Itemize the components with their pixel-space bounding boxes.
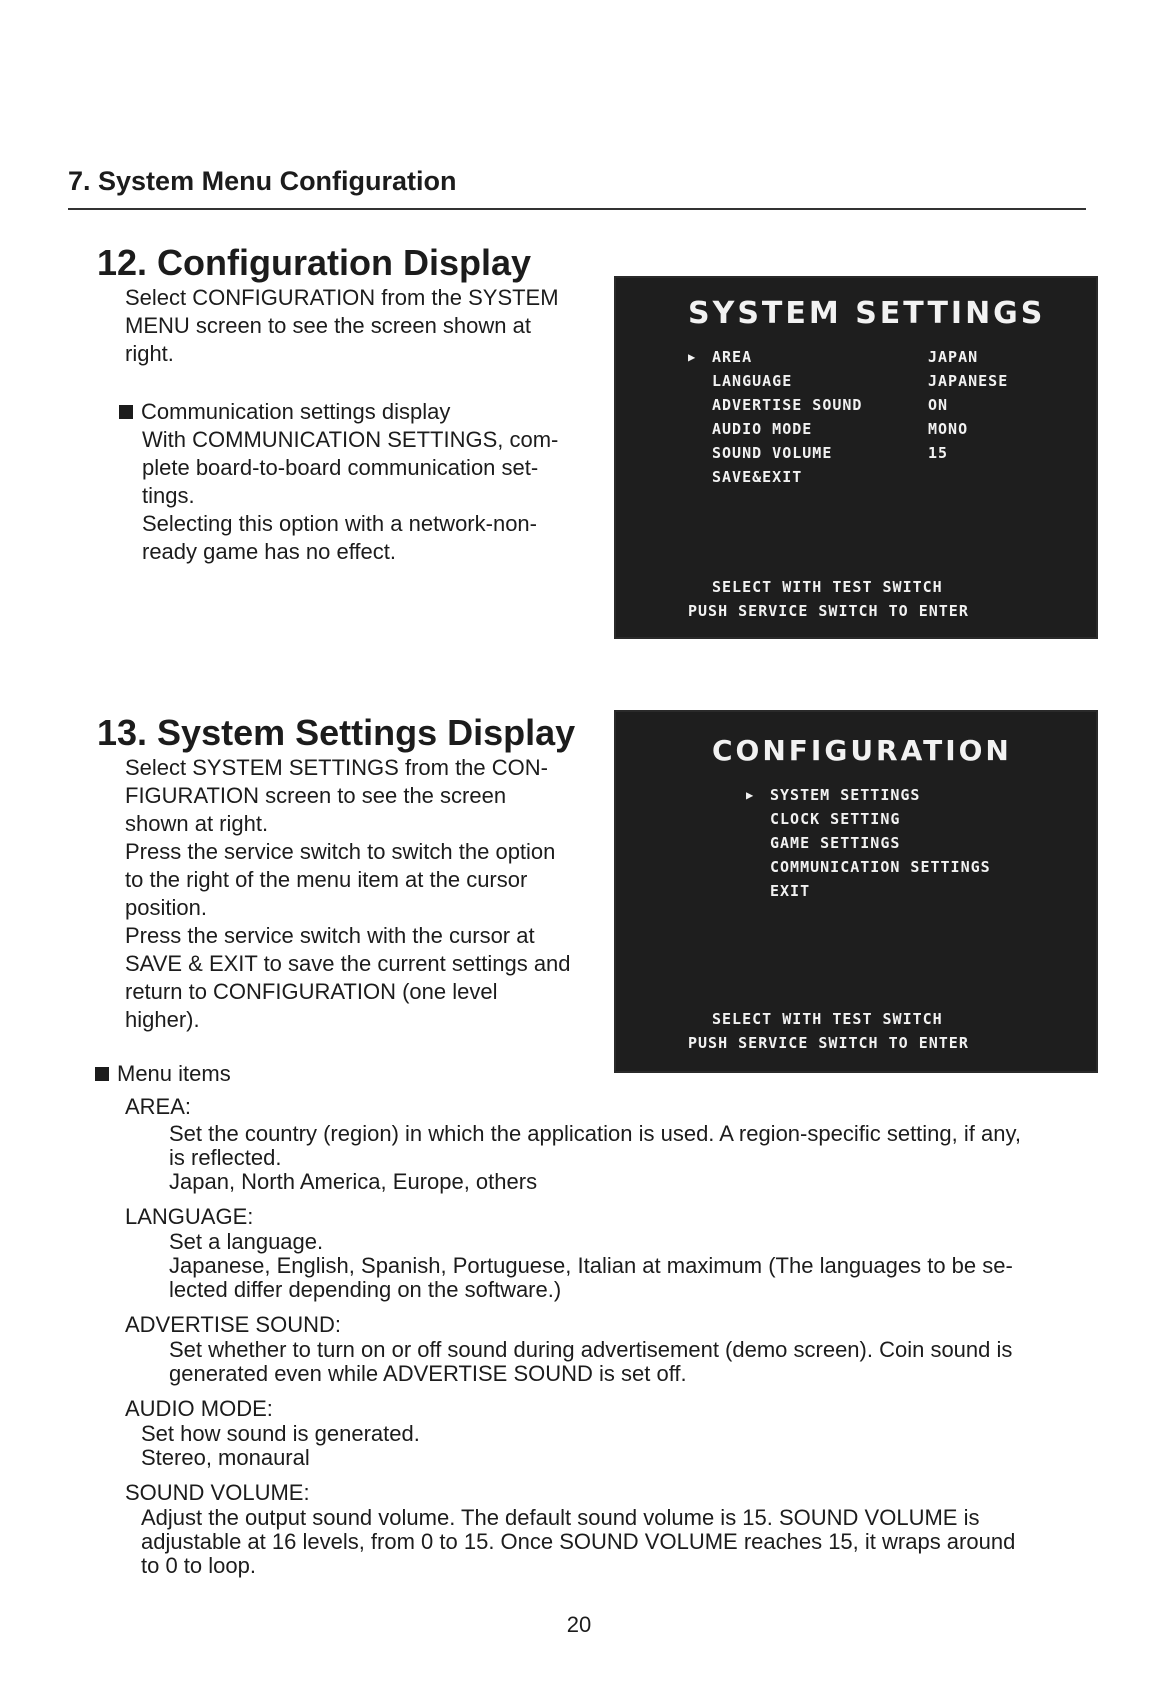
menu-item: GAME SETTINGS — [770, 834, 901, 852]
setting-value: 15 — [928, 444, 949, 462]
text-line: Select SYSTEM SETTINGS from the CON- — [125, 755, 548, 780]
section-12-title: 12. Configuration Display — [97, 242, 532, 283]
chapter-title: 7. System Menu Configuration — [68, 166, 457, 196]
item-audio-desc — [141, 1422, 1081, 1470]
text-line: tings. — [142, 483, 195, 508]
screen-footer: PUSH SERVICE SWITCH TO ENTER — [688, 602, 969, 620]
menu-item: CLOCK SETTING — [770, 810, 901, 828]
text-line: Press the service switch with the cursor at — [125, 923, 535, 948]
item-area-desc — [169, 1122, 1089, 1194]
bullet-label: Communication settings display — [141, 399, 451, 424]
text-line: to the right of the menu item at the cursor — [125, 867, 528, 892]
setting-label: SOUND VOLUME — [712, 444, 833, 462]
item-language-name: LANGUAGE: — [125, 1204, 254, 1229]
setting-label: AREA — [712, 348, 753, 366]
bullet-label: Menu items — [117, 1061, 231, 1086]
text-line: Selecting this option with a network-non- — [142, 511, 537, 536]
text-line: is reflected. — [169, 1145, 282, 1170]
setting-label: SAVE&EXIT — [712, 468, 803, 486]
page-number: 20 — [566, 1612, 592, 1637]
screen-title: SYSTEM SETTINGS — [688, 296, 1046, 331]
text-line: return to CONFIGURATION (one level — [125, 979, 498, 1004]
cursor-arrow-icon: ▶ — [688, 350, 697, 364]
text-line: Set how sound is generated. — [141, 1421, 420, 1446]
text-line: With COMMUNICATION SETTINGS, com- — [142, 427, 559, 452]
text-line: Set the country (region) in which the application is used. A region-specific setting, if any, — [169, 1121, 1021, 1146]
item-volume-name: SOUND VOLUME: — [125, 1480, 310, 1505]
text-line: to 0 to loop. — [141, 1553, 256, 1578]
menu-item: EXIT — [770, 882, 811, 900]
screen-footer: SELECT WITH TEST SWITCH — [712, 1010, 943, 1028]
text-line: shown at right. — [125, 811, 269, 836]
text-line: higher). — [125, 1007, 200, 1032]
section-13-title: 13. System Settings Display — [97, 712, 576, 753]
text-line: Press the service switch to switch the option — [125, 839, 556, 864]
section-12-intro — [125, 284, 595, 368]
item-audio-name: AUDIO MODE: — [125, 1396, 273, 1421]
communication-text — [142, 426, 602, 566]
text-line: generated even while ADVERTISE SOUND is set off. — [169, 1361, 687, 1386]
setting-value: JAPANESE — [928, 372, 1009, 390]
item-area-name: AREA: — [125, 1094, 192, 1119]
text-line: Set whether to turn on or off sound during advertisement (demo screen). Coin sound is — [169, 1337, 1013, 1362]
section-13-text — [125, 754, 595, 1034]
communication-bullet — [119, 398, 599, 426]
menu-item: SYSTEM SETTINGS — [770, 786, 921, 804]
text-line: FIGURATION screen to see the screen — [125, 783, 507, 808]
item-volume-desc — [141, 1506, 1091, 1578]
text-line: adjustable at 16 levels, from 0 to 15. Once SOUND VOLUME reaches 15, it wraps around — [141, 1529, 1016, 1554]
setting-label: LANGUAGE — [712, 372, 793, 390]
text-line: position. — [125, 895, 207, 920]
configuration-screen — [614, 710, 1098, 1073]
text-line: SAVE & EXIT to save the current settings and — [125, 951, 571, 976]
cursor-arrow-icon: ▶ — [746, 788, 755, 802]
item-advertise-name: ADVERTISE SOUND: — [125, 1312, 341, 1337]
screen-footer: PUSH SERVICE SWITCH TO ENTER — [688, 1034, 969, 1052]
menu-item: COMMUNICATION SETTINGS — [770, 858, 991, 876]
text-line: Select CONFIGURATION from the SYSTEM — [125, 285, 559, 310]
text-line: Japan, North America, Europe, others — [169, 1169, 538, 1194]
text-line: Japanese, English, Spanish, Portuguese, Italian at maximum (The languages to be se- — [169, 1253, 1013, 1278]
setting-label: ADVERTISE SOUND — [712, 396, 863, 414]
text-line: Adjust the output sound volume. The default sound volume is 15. SOUND VOLUME is — [141, 1505, 980, 1530]
item-advertise-desc — [169, 1338, 1089, 1386]
text-line: ready game has no effect. — [142, 539, 396, 564]
bullet-square-icon — [119, 405, 133, 419]
setting-value: MONO — [928, 420, 969, 438]
text-line: MENU screen to see the screen shown at — [125, 313, 531, 338]
header-divider — [68, 208, 1086, 210]
text-line: right. — [125, 341, 174, 366]
menu-items-heading — [95, 1060, 231, 1088]
system-settings-screen — [614, 276, 1098, 639]
item-language-desc — [169, 1230, 1089, 1302]
text-line: plete board-to-board communication set- — [142, 455, 539, 480]
bullet-square-icon — [95, 1067, 109, 1081]
setting-label: AUDIO MODE — [712, 420, 813, 438]
setting-value: JAPAN — [928, 348, 979, 366]
screen-footer: SELECT WITH TEST SWITCH — [712, 578, 943, 596]
text-line: lected differ depending on the software.) — [169, 1277, 562, 1302]
setting-value: ON — [928, 396, 949, 414]
text-line: Stereo, monaural — [141, 1445, 310, 1470]
text-line: Set a language. — [169, 1229, 324, 1254]
screen-title: CONFIGURATION — [712, 734, 1012, 767]
